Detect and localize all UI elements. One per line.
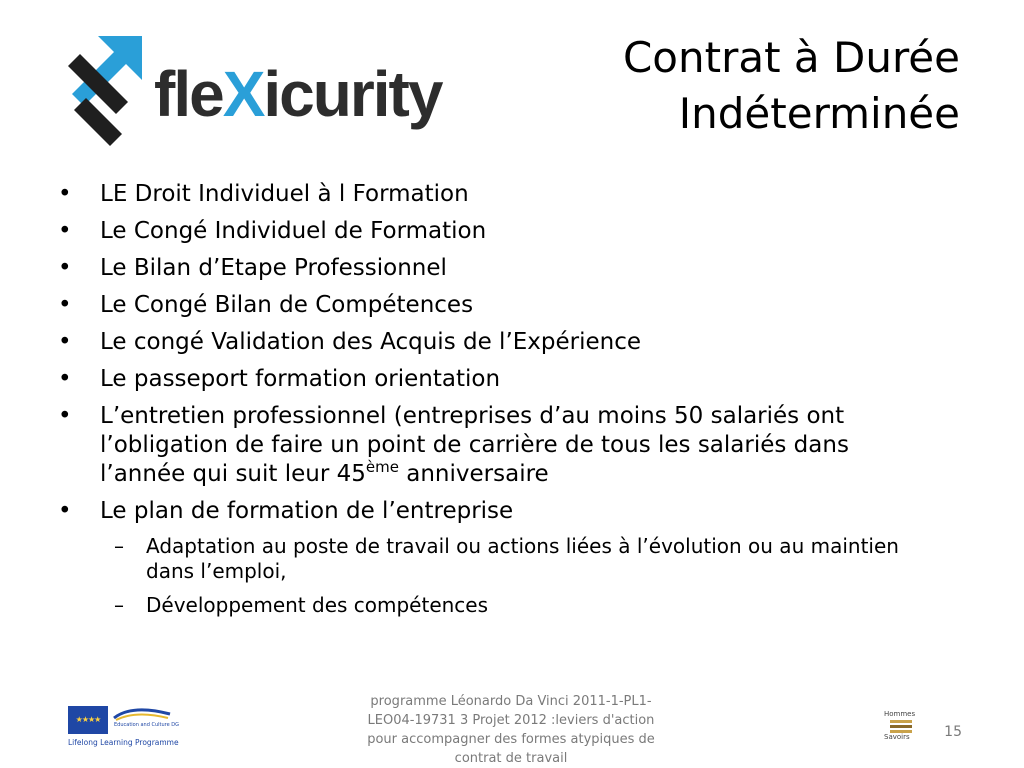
bullet-item xyxy=(58,254,938,283)
bullet-icon: • xyxy=(58,498,72,524)
hommes-savoirs-logo-icon xyxy=(884,710,920,744)
bullet-item xyxy=(58,365,938,394)
bullet-item xyxy=(58,180,938,209)
bullet-text: Le Congé Bilan de Compétences xyxy=(100,292,474,318)
bullet-text: Le Congé Individuel de Formation xyxy=(100,218,487,244)
bullet-text: Le passeport formation orientation xyxy=(100,366,501,392)
entretien-superscript: ème xyxy=(365,458,399,476)
bullet-text: Le Bilan d’Etape Professionnel xyxy=(100,255,447,281)
lifelong-learning-logo xyxy=(66,704,186,750)
footer-text: programme Léonardo Da Vinci 2011-1-PL1-LEO04-19731 3 Projet 2012 :leviers d'action pour accompagner des formes atypiques de contrat de travail xyxy=(367,694,655,766)
bullet-text: LE Droit Individuel à l Formation xyxy=(100,181,469,207)
logo-wordmark xyxy=(154,54,441,134)
slide-title xyxy=(440,30,960,142)
bullet-icon: • xyxy=(58,181,72,207)
flexicurity-logo xyxy=(66,36,442,146)
bullet-item xyxy=(58,291,938,320)
plan-label: Le plan de formation de l’entreprise xyxy=(100,498,514,524)
sub-bullet-text: Développement des compétences xyxy=(146,593,489,617)
bullet-item xyxy=(58,328,938,357)
bullet-icon: • xyxy=(58,255,72,281)
slide-title-line-1: Contrat à Durée xyxy=(622,33,960,82)
bullet-item-entretien xyxy=(58,402,938,489)
dash-icon: – xyxy=(114,534,124,558)
bullet-item xyxy=(58,217,938,246)
bullet-item-plan xyxy=(58,497,938,526)
swoosh-icon xyxy=(112,706,172,722)
sub-bullet-item xyxy=(58,534,938,584)
partner-logo-top: Hommes xyxy=(884,710,916,718)
eu-flag-icon: ★★★★ xyxy=(68,706,108,734)
slide-title-line-2: Indéterminée xyxy=(678,89,960,138)
llp-label: Lifelong Learning Programme xyxy=(68,738,179,747)
entretien-text: L’entretien professionnel (entreprises d’au moins 50 salariés ont l’obligation de faire un point de carrière de tous les salariés dans l’année qui suit leur 45 xyxy=(100,403,849,487)
logo-suffix: icurity xyxy=(263,58,442,130)
partner-logo-bottom: Savoirs xyxy=(884,733,910,741)
entretien-tail: anniversaire xyxy=(398,461,549,487)
bullet-icon: • xyxy=(58,329,72,355)
bullet-text: Le congé Validation des Acquis de l’Expérience xyxy=(100,329,642,355)
bullet-icon: • xyxy=(58,292,72,318)
logo-x-letter: X xyxy=(222,58,264,130)
sub-bullet-item xyxy=(58,593,938,618)
bullet-icon: • xyxy=(58,366,72,392)
sub-bullet-text: Adaptation au poste de travail ou actions liées à l’évolution ou au maintien dans l’emploi, xyxy=(146,534,899,583)
slide-number: 15 xyxy=(944,724,962,740)
logo-prefix: fle xyxy=(154,58,223,130)
dash-icon: – xyxy=(114,593,124,617)
bullet-icon: • xyxy=(58,403,72,429)
flexicurity-arrow-icon xyxy=(66,36,146,146)
slide-content xyxy=(58,180,938,627)
bullet-icon: • xyxy=(58,218,72,244)
eu-caption: Education and Culture DG xyxy=(114,722,179,728)
